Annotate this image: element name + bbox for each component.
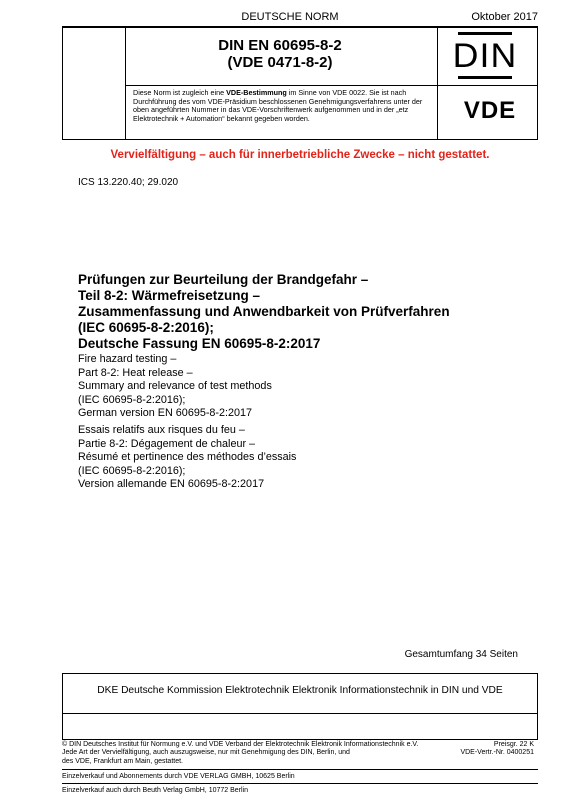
vde-note xyxy=(133,89,435,124)
title-de-line: (IEC 60695-8-2:2016); xyxy=(78,320,214,335)
document-category: DEUTSCHE NORM xyxy=(241,11,339,23)
dke-frame-left xyxy=(62,673,63,740)
frame-divider-left xyxy=(125,27,126,140)
reproduction-warning: Vervielfältigung – auch für innerbetriebliche Zwecke – nicht gestattet. xyxy=(110,149,490,161)
footer-rule-2 xyxy=(62,769,538,770)
title-english xyxy=(78,353,528,421)
dke-line: DKE Deutsche Kommission Elektrotechnik Elektronik Informationstechnik in DIN und VDE xyxy=(97,685,503,696)
copyright-line: Jede Art der Vervielfältigung, auch auszugsweise, nur mit Genehmigung des DIN, Berlin, und xyxy=(62,749,350,757)
frame-divider-middle xyxy=(125,85,538,86)
publication-date: Oktober 2017 xyxy=(471,11,538,23)
din-logo-bottom-bar xyxy=(458,76,512,79)
title-french xyxy=(78,424,528,492)
footer-rule-3 xyxy=(62,783,538,784)
standard-number: DIN EN 60695-8-2 xyxy=(218,37,342,54)
copyright-line: des VDE, Frankfurt am Main, gestattet. xyxy=(62,757,183,765)
title-fr-line: Version allemande EN 60695-8-2:2017 xyxy=(78,478,265,490)
title-en-line: Summary and relevance of test methods xyxy=(78,380,272,392)
title-fr-line: Partie 8-2: Dégagement de chaleur – xyxy=(78,437,256,450)
dke-rule-top xyxy=(62,673,538,674)
title-en-line: Fire hazard testing – xyxy=(78,353,177,365)
footer-rule xyxy=(62,739,538,740)
title-de-line: Deutsche Fassung EN 60695-8-2:2017 xyxy=(78,336,321,351)
title-en-line: (IEC 60695-8-2:2016); xyxy=(78,393,186,406)
dke-rule-bottom xyxy=(62,713,538,714)
sales-vde-verlag: Einzelverkauf und Abonnements durch VDE VERLAG GMBH, 10625 Berlin xyxy=(62,773,295,780)
vde-note-bold: VDE-Bestimmung xyxy=(226,88,287,97)
price-info xyxy=(438,741,534,758)
title-fr-line: Résumé et pertinence des méthodes d’essais xyxy=(78,451,297,463)
price-group: Preisgr. 22 K xyxy=(493,741,534,748)
ics-code: ICS 13.220.40; 29.020 xyxy=(78,177,179,188)
sales-beuth-verlag: Einzelverkauf auch durch Beuth Verlag GmbH, 10772 Berlin xyxy=(62,787,248,794)
frame-divider-right xyxy=(437,27,438,140)
copyright-notice xyxy=(62,741,422,766)
vde-logo: VDE xyxy=(463,97,517,124)
standard-number-block xyxy=(130,37,430,71)
title-en-line: Part 8-2: Heat release – xyxy=(78,366,193,379)
title-en-line: German version EN 60695-8-2:2017 xyxy=(78,407,253,419)
title-de-line: Prüfungen zur Beurteilung der Brandgefahr – xyxy=(78,272,369,287)
title-de-line: Zusammenfassung und Anwendbarkeit von Prüfverfahren xyxy=(78,304,450,319)
title-fr-line: Essais relatifs aux risques du feu – xyxy=(78,424,245,436)
title-fr-line: (IEC 60695-8-2:2016); xyxy=(78,464,186,477)
title-german xyxy=(78,272,528,352)
vde-note-part1: Diese Norm ist zugleich eine xyxy=(133,88,227,97)
vde-order-number: VDE-Vertr.-Nr. 0400251 xyxy=(460,749,534,757)
din-logo-top-bar xyxy=(458,32,512,35)
din-logo: DIN xyxy=(452,37,518,75)
dke-frame-right xyxy=(537,673,538,740)
vde-note-part2: im Sinne von VDE 0022. Sie ist nach Durchführung des vom VDE-Präsidium beschlossenen Genehmigungsverfahrens unter der oben angeführten Nummer in das VDE-Vorschriftenwerk aufgenommen und in der „etz Elektrotechnik + Automation“ bekannt gegeben worden. xyxy=(133,88,423,124)
copyright-line: © DIN Deutsches Institut für Normung e.V. und VDE Verband der Elektrotechnik Elektronik Informationstechnik e.V. xyxy=(62,741,419,748)
page-count: Gesamtumfang 34 Seiten xyxy=(404,649,518,660)
title-de-line: Teil 8-2: Wärmefreisetzung – xyxy=(78,288,261,303)
vde-number: (VDE 0471-8-2) xyxy=(227,54,333,71)
